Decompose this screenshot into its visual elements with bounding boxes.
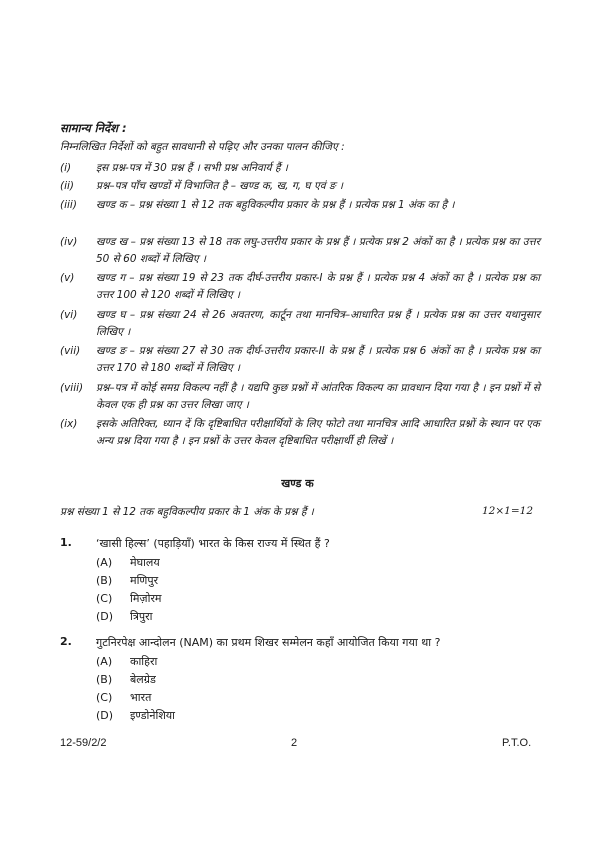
question-text: ‘खासी हिल्स’ (पहाड़ियाँ) भारत के किस राज्य में स्थित हैं ? [96, 537, 330, 550]
option [96, 690, 151, 705]
instruction-text: खण्ड ग – प्रश्न संख्या 19 से 23 तक दीर्घ-उत्तरीय प्रकार-I के प्रश्न हैं । प्रत्येक प्रश्न 4 अंकों का है । प्रत्येक प्रश्न का उत्तर 100 से 120 शब्दों में लिखिए । [96, 272, 540, 301]
section-instruction: प्रश्न संख्या 1 से 12 तक बहुविकल्पीय प्रकार के 1 अंक के प्रश्न हैं । [60, 506, 314, 518]
question [60, 536, 330, 551]
option-text: काहिरा [130, 655, 158, 668]
instruction-number: (v) [60, 272, 75, 284]
option [96, 609, 153, 624]
option-text: मिज़ोरम [130, 592, 162, 605]
section-marks: 12×1=12 [482, 505, 533, 517]
instruction-item [60, 197, 540, 214]
option [96, 708, 175, 723]
instruction-text: इसके अतिरिक्त, ध्यान दें कि दृष्टिबाधित परीक्षार्थियों के लिए फोटो तथा मानचित्र आदि आधारित प्रश्नों के स्थान पर एक अन्य प्रश्न दिया गया है । इन प्रश्नों के उत्तर केवल दृष्टिबाधित परीक्षार्थी ही लिखें । [96, 418, 540, 447]
option-text: इण्डोनेशिया [130, 709, 176, 722]
pto-label: P.T.O. [502, 737, 532, 749]
instruction-number: (viii) [60, 382, 84, 394]
instruction-item [60, 343, 540, 377]
general-instructions-intro: निम्नलिखित निर्देशों को बहुत सावधानी से पढ़िए और उनका पालन कीजिए : [60, 141, 345, 153]
instruction-item [60, 178, 540, 195]
question [60, 635, 440, 650]
option-label: (D) [96, 610, 114, 623]
instruction-number: (iv) [60, 236, 78, 248]
instruction-item [60, 234, 540, 268]
instruction-item [60, 307, 540, 341]
option [96, 573, 158, 588]
instruction-number: (iii) [60, 199, 77, 211]
instruction-text: प्रश्न–पत्र में कोई समग्र विकल्प नहीं है । यद्यपि कुछ प्रश्नों में आंतरिक विकल्प का प्रावधान दिया गया है । इन प्रश्नों में से केवल एक ही प्रश्न का उत्तर लिखा जाए । [96, 382, 540, 411]
option-text: भारत [130, 691, 152, 704]
section-heading: खण्ड क [281, 477, 314, 490]
option-text: त्रिपुरा [130, 610, 153, 623]
instruction-text: खण्ड क – प्रश्न संख्या 1 से 12 तक बहुविकल्पीय प्रकार के प्रश्न हैं । प्रत्येक प्रश्न 1 अंक का है । [96, 199, 455, 211]
option-label: (C) [96, 691, 113, 704]
question-number: 1. [60, 536, 72, 549]
instruction-text: खण्ड ख – प्रश्न संख्या 13 से 18 तक लघु-उत्तरीय प्रकार के प्रश्न हैं । प्रत्येक प्रश्न 2 अंकों का है । प्रत्येक प्रश्न का उत्तर 50 से 60 शब्दों में लिखिए । [96, 236, 540, 265]
instruction-text: खण्ड ङ – प्रश्न संख्या 27 से 30 तक दीर्घ-उत्तरीय प्रकार-II के प्रश्न हैं । प्रत्येक प्रश्न 6 अंकों का है । प्रत्येक प्रश्न का उत्तर 170 से 180 शब्दों में लिखिए । [96, 345, 540, 374]
option-text: मेघालय [130, 556, 160, 569]
instruction-text: खण्ड घ – प्रश्न संख्या 24 से 26 अवतरण, कार्टून तथा मानचित्र–आधारित प्रश्न हैं । प्रत्येक प्रश्न का उत्तर यथानुसार लिखिए । [96, 309, 541, 338]
option-label: (D) [96, 709, 114, 722]
instruction-item [60, 160, 540, 177]
option-label: (B) [96, 574, 113, 587]
option [96, 555, 160, 570]
instruction-number: (vi) [60, 309, 78, 321]
instruction-number: (ii) [60, 180, 75, 192]
option [96, 591, 162, 606]
instruction-text: इस प्रश्न-पत्र में 30 प्रश्न हैं । सभी प्रश्न अनिवार्य हैं । [96, 162, 288, 174]
instruction-item [60, 380, 540, 414]
paper-code: 12-59/2/2 [60, 737, 107, 749]
instruction-text: प्रश्न–पत्र पाँच खण्डों में विभाजित है – खण्ड क, ख, ग, घ एवं ङ । [96, 180, 343, 192]
instruction-number: (i) [60, 162, 72, 174]
option-label: (B) [96, 673, 113, 686]
option [96, 672, 156, 687]
option-text: बेलग्रेड [130, 673, 156, 686]
instruction-item [60, 416, 540, 450]
instruction-number: (ix) [60, 418, 78, 430]
page-number: 2 [291, 737, 298, 749]
option-label: (A) [96, 655, 113, 668]
option-text: मणिपुर [130, 574, 159, 587]
question-number: 2. [60, 635, 72, 648]
instruction-number: (vii) [60, 345, 81, 357]
option-label: (C) [96, 592, 113, 605]
general-instructions-heading: सामान्य निर्देश : [60, 121, 127, 135]
instruction-item [60, 270, 540, 304]
question-text: गुटनिरपेक्ष आन्दोलन (NAM) का प्रथम शिखर सम्मेलन कहाँ आयोजित किया गया था ? [96, 636, 441, 649]
option [96, 654, 157, 669]
option-label: (A) [96, 556, 113, 569]
